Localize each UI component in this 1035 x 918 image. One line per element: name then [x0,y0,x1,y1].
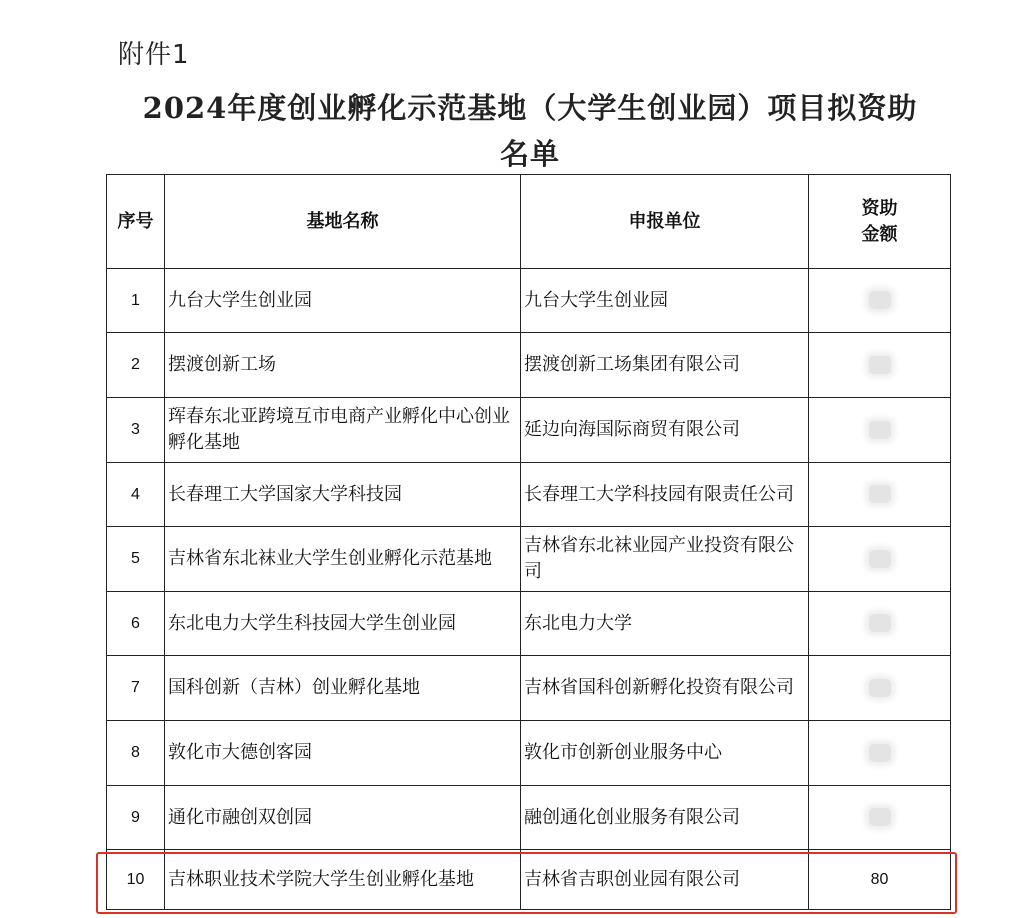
table-row [107,527,951,592]
redaction-blur [869,291,891,309]
row-applicant: 九台大学生创业园 [521,269,809,333]
row-base-name: 长春理工大学国家大学科技园 [165,463,521,527]
header-amount-line1: 资助 [861,197,898,219]
row-index: 2 [107,333,165,398]
table-row [107,269,951,333]
row-amount-redacted [809,786,951,850]
row-base-name: 摆渡创新工场 [165,333,521,398]
row-amount-redacted [809,721,951,786]
attachment-label: 附件1 [118,40,190,70]
row-applicant: 融创通化创业服务有限公司 [521,786,809,850]
row-amount-redacted [809,656,951,721]
row-applicant: 吉林省吉职创业园有限公司 [521,850,809,910]
row-base-name: 东北电力大学生科技园大学生创业园 [165,592,521,656]
row-index: 10 [107,850,165,910]
row-base-name: 通化市融创双创园 [165,786,521,850]
row-index: 4 [107,463,165,527]
table-row [107,463,951,527]
row-applicant: 吉林省国科创新孵化投资有限公司 [521,656,809,721]
row-applicant: 敦化市创新创业服务中心 [521,721,809,786]
row-index: 6 [107,592,165,656]
row-applicant: 摆渡创新工场集团有限公司 [521,333,809,398]
header-amount-line2: 金额 [861,223,898,245]
header-base-name: 基地名称 [165,175,521,269]
row-amount-redacted [809,592,951,656]
redaction-blur [869,679,891,697]
redaction-blur [869,614,891,632]
redaction-blur [869,356,891,374]
table-row [107,592,951,656]
redaction-blur [869,744,891,762]
redaction-blur [869,808,891,826]
header-index: 序号 [107,175,165,269]
redaction-blur [869,485,891,503]
row-amount-redacted [809,333,951,398]
document-title-line1: 2024年度创业孵化示范基地（大学生创业园）项目拟资助 [142,91,918,125]
row-amount-redacted [809,527,951,592]
row-highlight-box [96,852,957,914]
redaction-blur [869,550,891,568]
row-applicant: 吉林省东北袜业园产业投资有限公司 [521,527,809,592]
row-base-name: 九台大学生创业园 [165,269,521,333]
header-applicant: 申报单位 [521,175,809,269]
row-index: 9 [107,786,165,850]
row-index: 7 [107,656,165,721]
row-base-name: 吉林职业技术学院大学生创业孵化基地 [165,850,521,910]
table-row [107,333,951,398]
row-amount-redacted [809,463,951,527]
table-row [107,398,951,463]
row-index: 1 [107,269,165,333]
row-index: 8 [107,721,165,786]
row-base-name: 国科创新（吉林）创业孵化基地 [165,656,521,721]
row-amount-redacted [809,398,951,463]
document-title-line2: 名单 [499,137,560,171]
funding-list-table [106,174,951,910]
row-amount: 80 [809,850,951,910]
table-row [107,786,951,850]
table-header-row [107,175,951,269]
row-index: 5 [107,527,165,592]
row-base-name: 吉林省东北袜业大学生创业孵化示范基地 [165,527,521,592]
row-base-name: 珲春东北亚跨境互市电商产业孵化中心创业孵化基地 [165,398,521,463]
row-amount-redacted [809,269,951,333]
row-applicant: 东北电力大学 [521,592,809,656]
row-applicant: 长春理工大学科技园有限责任公司 [521,463,809,527]
row-index: 3 [107,398,165,463]
header-amount [809,175,951,269]
row-base-name: 敦化市大德创客园 [165,721,521,786]
table-row [107,721,951,786]
redaction-blur [869,421,891,439]
row-applicant: 延边向海国际商贸有限公司 [521,398,809,463]
table-row [107,656,951,721]
